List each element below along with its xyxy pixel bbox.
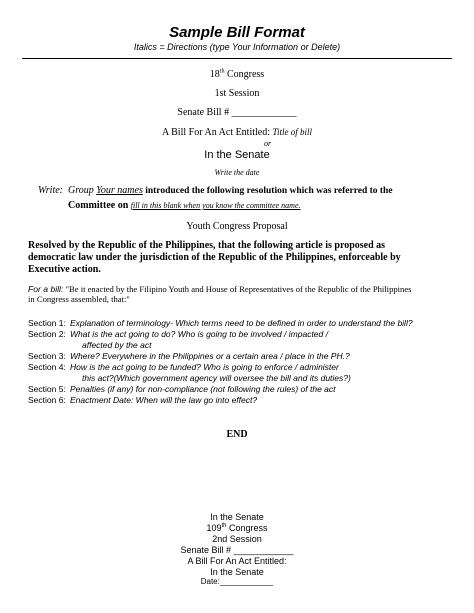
- footer-senate-bill: Senate Bill # ____________: [180, 545, 294, 555]
- act-entitled-label: A Bill For An Act Entitled:: [161, 127, 271, 138]
- footer-date: Date:____________: [200, 577, 274, 586]
- proposal-heading: Youth Congress Proposal: [186, 221, 288, 232]
- section-4-text: How is the act going to be funded? Who is going to enforce / administer: [70, 362, 339, 372]
- section-5-text: Penalties (if any) for non-compliance (not following the rules) of the act: [70, 384, 336, 394]
- act-entitled-hint: Title of bill: [272, 127, 313, 137]
- for-bill-text: "Be it enacted by the Filipino Youth and House of Representatives of the Republic of the Philippines: [63, 284, 412, 294]
- write-label: Write:: [38, 185, 63, 196]
- your-names-hint: Your names: [96, 185, 143, 196]
- end-marker: END: [226, 429, 248, 440]
- header-divider: [22, 58, 452, 59]
- section-4-label: Section 4:: [28, 362, 66, 372]
- section-1-label: Section 1:: [28, 318, 66, 328]
- section-6-text: Enactment Date: When will the law go into effect?: [70, 395, 258, 405]
- congress-word: Congress: [224, 69, 265, 80]
- congress-number: 18: [209, 69, 220, 80]
- page-title: Sample Bill Format: [169, 24, 305, 41]
- senate-bill-line: Senate Bill # _____________: [177, 107, 297, 118]
- group-text: Group: [68, 185, 94, 196]
- footer-congress-line: [0, 523, 474, 533]
- intro-line-2: [68, 200, 301, 211]
- footer-congress-word: Congress: [226, 523, 268, 533]
- congress-line: [0, 69, 474, 80]
- committee-label: Committee on: [68, 200, 129, 211]
- footer-congress-number: 109: [206, 523, 222, 533]
- page-subtitle: Italics = Directions (type Your Information or Delete): [133, 42, 341, 52]
- for-bill-label: For a bill:: [28, 284, 64, 294]
- section-3-label: Section 3:: [28, 351, 66, 361]
- section-2-label: Section 2:: [28, 329, 66, 339]
- for-bill-line-2: in Congress assembled, that:": [28, 294, 130, 304]
- intro-text: introduced the following resolution which was referred to the: [142, 186, 393, 196]
- write-date-hint: Write the date: [214, 168, 260, 177]
- footer-congress-suffix: th: [221, 523, 227, 529]
- act-entitled-line: [0, 127, 474, 138]
- session-line: 1st Session: [214, 88, 260, 99]
- resolved-line-3: Executive action.: [28, 264, 101, 275]
- footer-act-entitled: A Bill For An Act Entitled:: [187, 556, 287, 566]
- section-5-label: Section 5:: [28, 384, 66, 394]
- committee-blank-hint: fill in this blank when you know the committee name.: [130, 201, 301, 210]
- for-bill-line-1: [28, 284, 412, 294]
- section-4-text-cont: this act?(Which government agency will oversee the bill and its duties?): [82, 373, 351, 383]
- section-6-label: Section 6:: [28, 395, 66, 405]
- resolved-line-1: Resolved by the Republic of the Philippines, that the following article is proposed as: [28, 240, 386, 251]
- section-1-text: Explanation of terminology- Which terms need to be defined in order to understand the bill?: [70, 318, 413, 328]
- footer-in-the-senate-2: In the Senate: [210, 567, 264, 577]
- congress-suffix: th: [219, 68, 225, 75]
- section-3-text: Where? Everywhere in the Philippines or a certain area / place in the PH.?: [70, 351, 350, 361]
- intro-line-1: [38, 185, 393, 196]
- section-2-text-cont: affected by the act: [82, 340, 152, 350]
- section-2-text: What is the act going to do? Who is going to be involved / impacted /: [70, 329, 328, 339]
- or-text: or: [264, 139, 272, 148]
- footer-session: 2nd Session: [212, 534, 262, 544]
- resolved-line-2: democratic law under the jurisdiction of the Republic of the Philippines, enforceable by: [28, 252, 401, 263]
- footer-in-the-senate: In the Senate: [210, 512, 264, 522]
- in-the-senate-heading: In the Senate: [204, 149, 270, 161]
